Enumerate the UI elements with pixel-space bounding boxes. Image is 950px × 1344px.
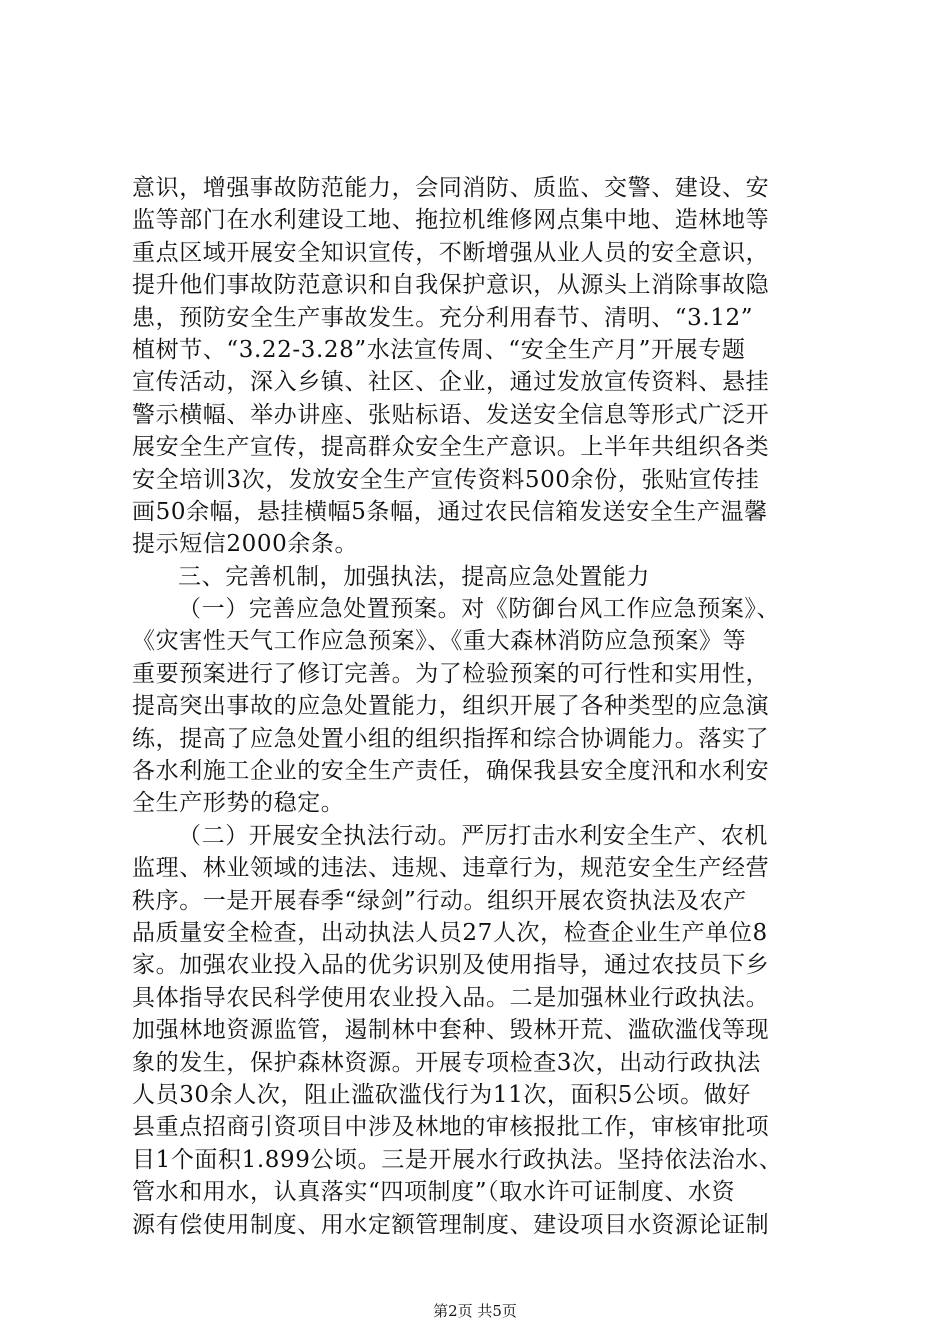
- section-heading: 三、完善机制，加强执法，提高应急处置能力: [178, 563, 650, 590]
- text-line: 源有偿使用制度、用水定额管理制度、建设项目水资源论证制: [132, 1211, 770, 1238]
- text-line: 患，预防安全生产事故发生。充分利用春节、清明、“3.12”: [132, 304, 754, 331]
- text-line: 县重点招商引资项目中涉及林地的审核报批工作，审核审批项: [132, 1114, 770, 1141]
- text-line: 加强林地资源监管，遏制林中套种、毁林开荒、滥砍滥伐等现: [132, 1017, 770, 1044]
- text-line: 具体指导农民科学使用农业投入品。二是加强林业行政执法。: [132, 984, 770, 1011]
- text-line: 重点区域开展安全知识宣传，不断增强从业人员的安全意识，: [132, 239, 770, 266]
- text-line: 秩序。一是开展春季“绿剑”行动。组织开展农资执法及农产: [132, 887, 747, 914]
- text-line: 警示横幅、举办讲座、张贴标语、发送安全信息等形式广泛开: [132, 401, 770, 428]
- text-line: 全生产形势的稳定。: [132, 790, 345, 817]
- text-line: 意识，增强事故防范能力，会同消防、质监、交警、建设、安: [132, 175, 770, 201]
- subsection-heading-line: （二）开展安全执法行动。严厉打击水利安全生产、农机: [178, 822, 768, 849]
- page-footer: [0, 1301, 950, 1321]
- text-line: 目1个面积1.899公顷。三是开展水行政执法。坚持依法治水、: [132, 1146, 783, 1173]
- text-line: 象的发生，保护森林资源。开展专项检查3次，出动行政执法: [132, 1049, 761, 1076]
- text-line: 安全培训3次，发放安全生产宣传资料500余份，张贴宣传挂: [132, 466, 760, 493]
- subsection-heading-line: （一）完善应急处置预案。对《防御台风工作应急预案》、: [178, 596, 781, 623]
- text-line: 家。加强农业投入品的优劣识别及使用指导，通过农技员下乡: [132, 952, 770, 979]
- page-number-label: 第2页 共5页: [433, 1302, 517, 1320]
- text-line: 植树节、“3.22-3.28”水法宣传周、“安全生产月”开展专题: [132, 336, 746, 363]
- text-line: 监理、林业领域的违法、违规、违章行为，规范安全生产经营: [132, 855, 770, 882]
- text-line: 品质量安全检查，出动执法人员27人次，检查企业生产单位8: [132, 919, 768, 946]
- text-line: 各水利施工企业的安全生产责任，确保我县安全度汛和水利安: [132, 758, 770, 785]
- text-line: 练，提高了应急处置小组的组织指挥和综合协调能力。落实了: [132, 725, 770, 752]
- body-text: [132, 172, 832, 1241]
- text-line: 重要预案进行了修订完善。为了检验预案的可行性和实用性，: [132, 660, 770, 687]
- text-line: 画50余幅，悬挂横幅5条幅，通过农民信箱发送安全生产温馨: [132, 498, 768, 525]
- text-line: 监等部门在水利建设工地、拖拉机维修网点集中地、造林地等: [132, 207, 770, 234]
- text-line: 人员30余人次，阻止滥砍滥伐行为11次，面积5公顷。做好: [132, 1081, 751, 1108]
- text-line: 提高突出事故的应急处置能力，组织开展了各种类型的应急演: [132, 693, 770, 720]
- text-line: 宣传活动，深入乡镇、社区、企业，通过发放宣传资料、悬挂: [132, 369, 770, 396]
- text-line: 提示短信2000余条。: [132, 531, 359, 558]
- text-line: 管水和用水，认真落实“四项制度”（取水许可证制度、水资: [132, 1179, 736, 1206]
- text-line: 提升他们事故防范意识和自我保护意识，从源头上消除事故隐: [132, 272, 770, 299]
- text-line: 《灾害性天气工作应急预案》、《重大森林消防应急预案》等: [132, 628, 747, 655]
- text-line: 展安全生产宣传，提高群众安全生产意识。上半年共组织各类: [132, 434, 770, 461]
